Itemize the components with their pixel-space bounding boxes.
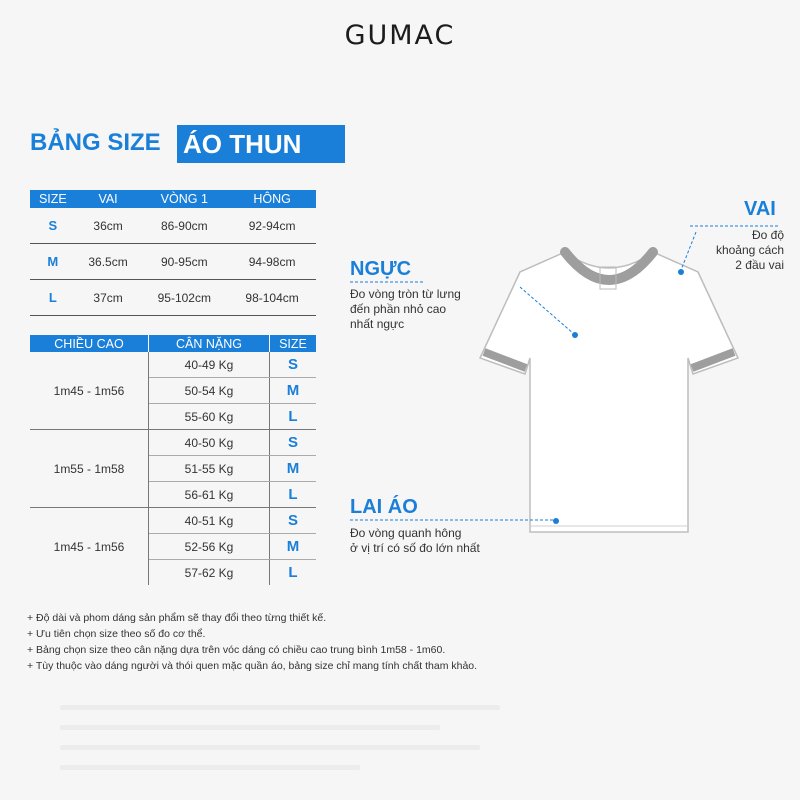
- size-cell: M: [270, 534, 317, 560]
- height-cell: 1m55 - 1m58: [30, 430, 149, 508]
- title-size-chart: BẢNG SIZE: [30, 129, 161, 156]
- size-cell: L: [30, 280, 76, 316]
- label-hem: LAI ÁO: [350, 496, 418, 518]
- col-size: SIZE: [30, 190, 76, 208]
- desc-line: ở vị trí có số đo lớn nhất: [350, 541, 480, 555]
- hip-cell: 94-98cm: [228, 244, 316, 280]
- note-item: + Bảng chọn size theo cân nặng dựa trên vóc dáng có chiều cao trung bình 1m58 - 1m60.: [27, 644, 446, 656]
- weight-cell: 40-50 Kg: [149, 430, 270, 456]
- desc-line: Đo vòng tròn từ lưng: [350, 287, 461, 301]
- size-cell: M: [30, 244, 76, 280]
- weight-cell: 57-62 Kg: [149, 560, 270, 586]
- size-cell: L: [270, 404, 317, 430]
- height-cell: 1m45 - 1m56: [30, 352, 149, 430]
- title-product-type: ÁO THUN: [177, 125, 345, 163]
- size-cell: S: [270, 352, 317, 378]
- weight-cell: 55-60 Kg: [149, 404, 270, 430]
- size-cell: L: [288, 564, 298, 581]
- desc-hem: [350, 526, 480, 556]
- size-cell: L: [270, 482, 317, 508]
- weight-cell: 56-61 Kg: [149, 482, 270, 508]
- weight-cell: 40-51 Kg: [149, 508, 270, 534]
- label-shoulder: VAI: [744, 198, 776, 220]
- note-item: + Độ dài và phom dáng sản phẩm sẽ thay đổi theo từng thiết kế.: [27, 612, 327, 624]
- col-chest: VÒNG 1: [140, 190, 228, 208]
- col-shoulder: VAI: [76, 190, 141, 208]
- desc-shoulder: [660, 228, 784, 273]
- col-fit-size: SIZE: [270, 335, 317, 352]
- shoulder-cell: 36cm: [76, 208, 141, 244]
- col-weight: CÂN NẶNG: [149, 335, 270, 352]
- desc-line: Đo vòng quanh hông: [350, 526, 462, 540]
- size-cell: S: [270, 508, 317, 534]
- hip-cell: 98-104cm: [228, 280, 316, 316]
- desc-line: Đo độ: [751, 228, 784, 242]
- chest-cell: 86-90cm: [140, 208, 228, 244]
- label-chest: NGỰC: [350, 258, 412, 280]
- note-item: + Tùy thuộc vào dáng người và thói quen mặc quần áo, bảng size chỉ mang tính chất tham khảo.: [27, 660, 478, 672]
- weight-cell: 50-54 Kg: [149, 378, 270, 404]
- desc-line: đến phần nhỏ cao: [350, 302, 447, 316]
- chest-cell: 90-95cm: [140, 244, 228, 280]
- height-cell: 1m45 - 1m56: [30, 508, 149, 586]
- col-hip: HÔNG: [228, 190, 316, 208]
- desc-line: nhất ngực: [350, 317, 405, 331]
- shoulder-cell: 36.5cm: [76, 244, 141, 280]
- chest-cell: 95-102cm: [140, 280, 228, 316]
- weight-cell: 40-49 Kg: [149, 352, 270, 378]
- note-item: + Ưu tiên chọn size theo số đo cơ thể.: [27, 628, 206, 640]
- weight-cell: 51-55 Kg: [149, 456, 270, 482]
- brand-logo: GUMAC: [344, 20, 456, 51]
- desc-chest: [350, 287, 461, 332]
- size-cell: M: [270, 378, 317, 404]
- size-cell: M: [270, 456, 317, 482]
- size-cell: S: [270, 430, 317, 456]
- size-cell: S: [30, 208, 76, 244]
- weight-cell: 52-56 Kg: [149, 534, 270, 560]
- hip-cell: 92-94cm: [228, 208, 316, 244]
- shoulder-cell: 37cm: [76, 280, 141, 316]
- desc-line: 2 đầu vai: [735, 258, 784, 272]
- col-height: CHIỀU CAO: [30, 335, 149, 352]
- desc-line: khoảng cách: [715, 243, 784, 257]
